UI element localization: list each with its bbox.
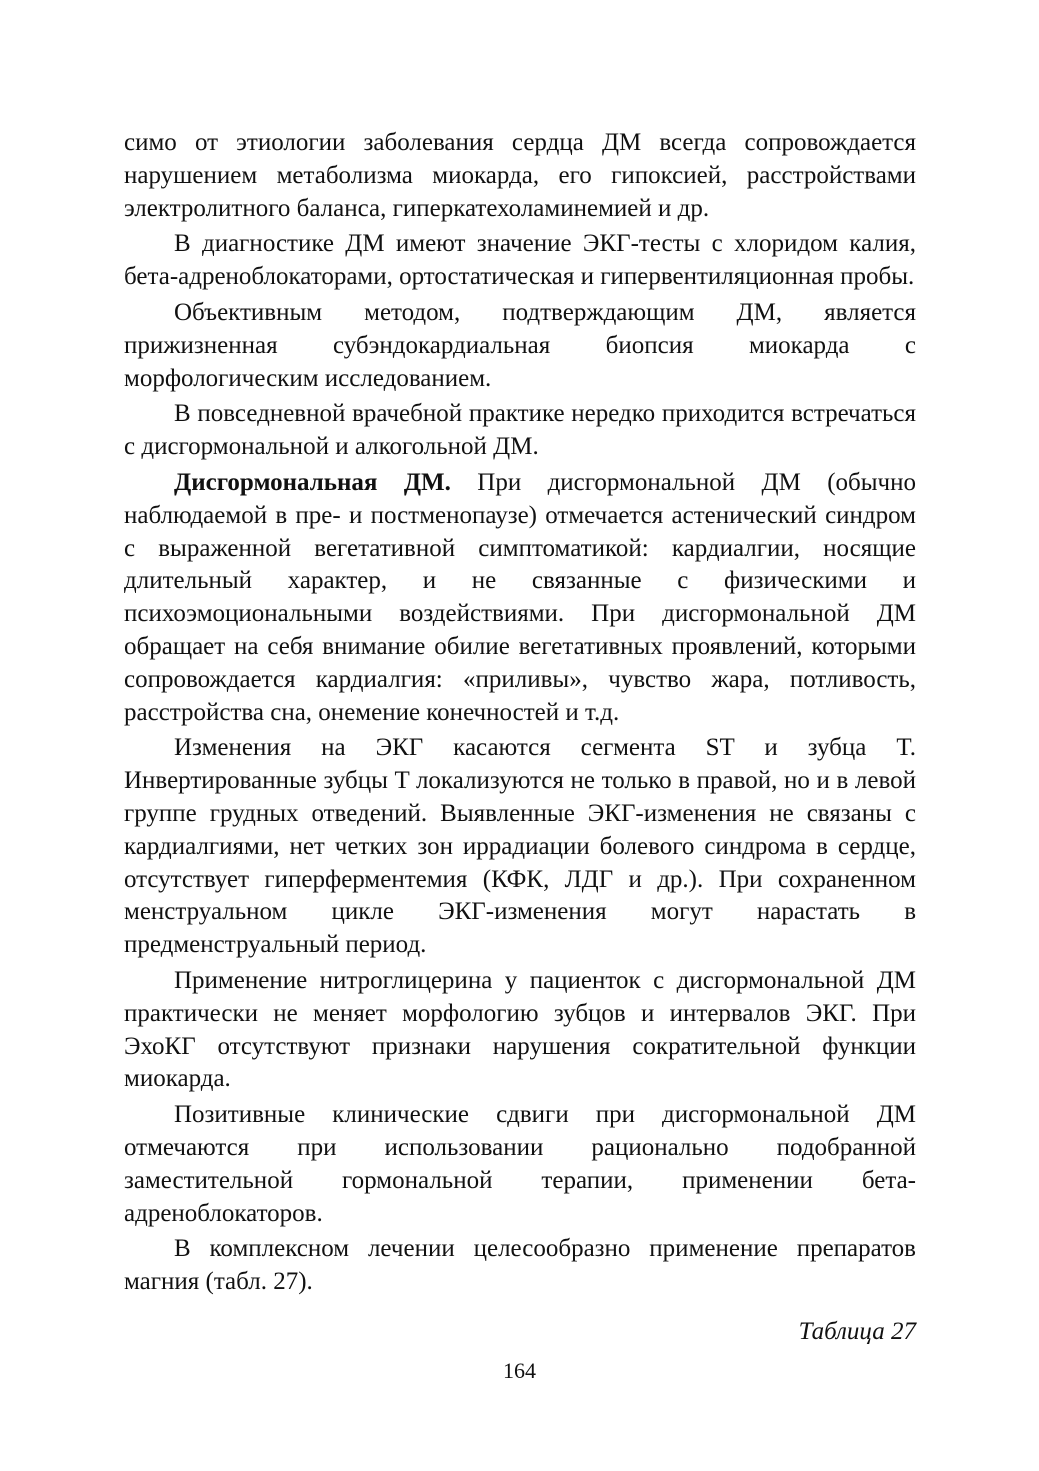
paragraph-6-text: Изменения на ЭКГ касаются сегмента ST и зубца T. Инвертированные зубцы T локализуются не только в правой, но и в левой группе грудных отведений. Выявленные ЭКГ-изменения не связаны с кардиалгиями, нет четких зон иррадиации болевого синдрома в сердце, отсутствует гиперферментемия (КФК, ЛДГ и др.). При сохраненном менструальном цикле ЭКГ-изменения могут нарастать в предменструальный период. [124,734,916,959]
paragraph-9-text: В комплексном лечении целесообразно применение препаратов магния (табл. 27). [124,1235,916,1296]
paragraph-2-text: В диагностике ДМ имеют значение ЭКГ-тесты с хлоридом калия, бета-адреноблокаторами, ортостатическая и гипервентиляционная пробы. [124,230,916,291]
paragraph-7-text: Применение нитроглицерина у пациенток с дисгормональной ДМ практически не меняет морфологию зубцов и интервалов ЭКГ. При ЭхоКГ отсутствуют признаки нарушения сократительной функции миокарда. [124,966,916,1093]
paragraph-5-text: При дисгормональной ДМ (обычно наблюдаемой в пре- и постменопаузе) отмечается астенический синдром с выраженной вегетативной симптоматикой: кардиалгии, носящие длительный характер, и не связанные с физическими и психоэмоциональными воздействиями. При дисгормональной ДМ обращает на себя внимание обилие вегетативных проявлений, которыми сопровождается кардиалгия: «приливы», чувство жара, потливость, расстройства сна, онемение конечностей и т.д. [124,468,916,726]
page-number: 164 [503,1358,536,1383]
paragraph-6 [124,732,916,962]
paragraph-4-text: В повседневной врачебной практике нередко приходится встречаться с дисгормональной и алкогольной ДМ. [124,400,916,461]
paragraph-8 [124,1099,916,1230]
paragraph-3-text: Объективным методом, подтверждающим ДМ, является прижизненная субэндокардиальная биопсия миокарда с морфологическим исследованием. [124,298,916,392]
section-heading-dyshormonal: Дисгормональная ДМ. [174,468,451,496]
paragraph-1 [124,127,916,225]
paragraph-7 [124,965,916,1096]
body-text [124,127,916,1302]
paragraph-3 [124,297,916,395]
paragraph-2 [124,228,916,294]
paragraph-8-text: Позитивные клинические сдвиги при дисгормональной ДМ отмечаются при использовании рационально подобранной заместительной гормональной терапии, применении бета-адреноблокаторов. [124,1101,916,1227]
paragraph-4 [124,398,916,464]
paragraph-1-text: симо от этиологии заболевания сердца ДМ всегда сопровождается нарушением метаболизма миокарда, его гипоксией, расстройствами электролитного баланса, гиперкатехоламинемией и др. [124,129,916,222]
table-caption: Таблица 27 [798,1318,916,1345]
paragraph-5 [124,467,916,729]
paragraph-9 [124,1233,916,1299]
